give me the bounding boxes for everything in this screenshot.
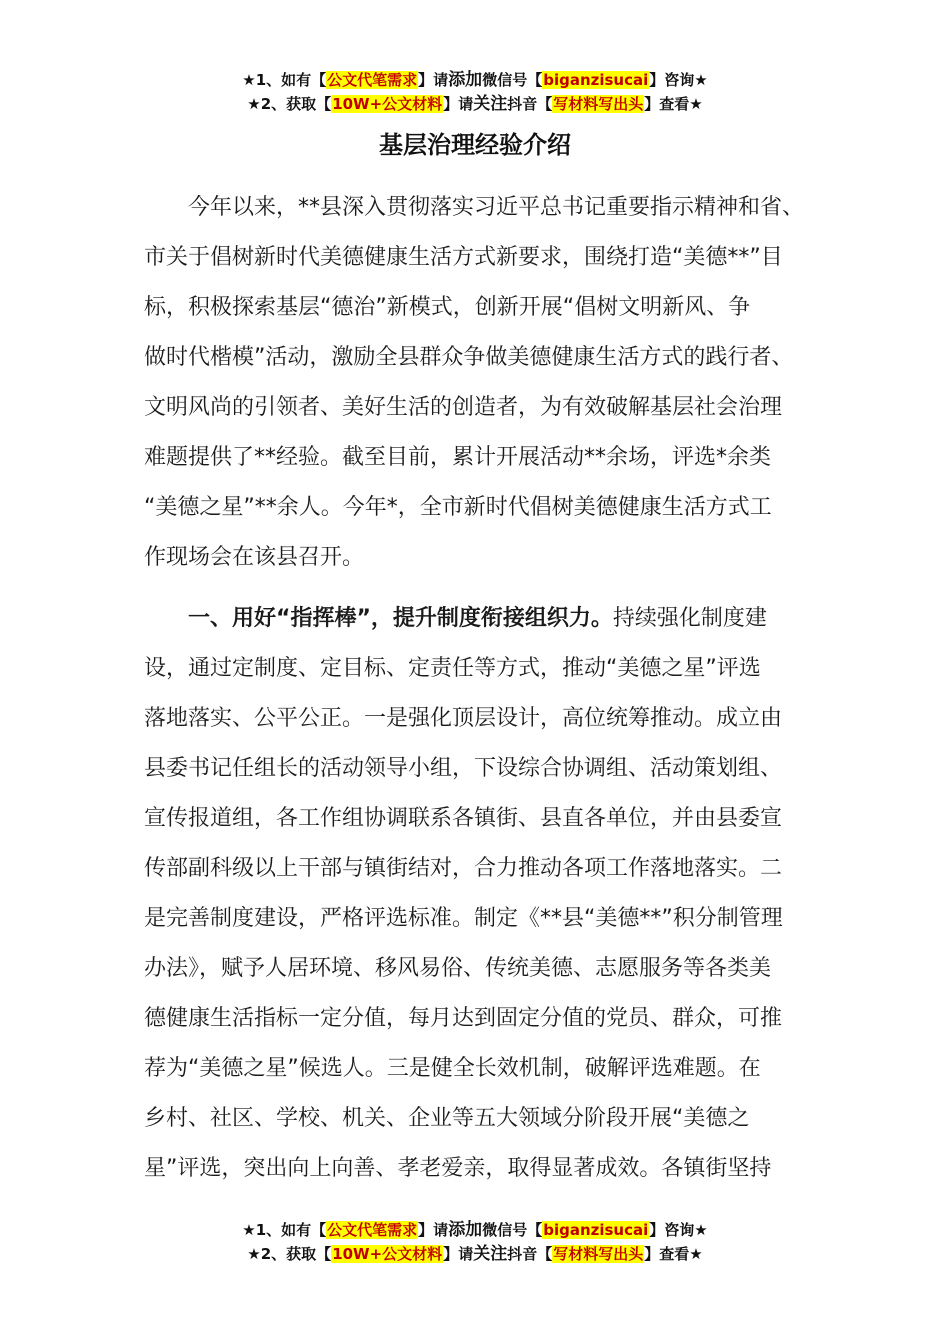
text-line: 做时代楷模”活动，激励全县群众争做美德健康生活方式的践行者、	[144, 345, 794, 370]
text-line: 落地落实、公平公正。一是强化顶层设计，高位统筹推动。成立由	[144, 706, 783, 731]
footer-banner	[0, 1218, 950, 1266]
banner-emphasis: 关注	[473, 94, 508, 114]
text-line: 市关于倡树新时代美德健康生活方式新要求，围绕打造“美德**”目	[144, 245, 783, 270]
banner-highlight: 10W+公文材料	[332, 95, 443, 113]
banner-emphasis: 添加	[448, 70, 483, 90]
banner-emphasis: 添加	[448, 1220, 483, 1240]
banner-text: 】查看★	[644, 95, 703, 113]
text-line: 作现场会在该县召开。	[144, 545, 365, 570]
banner-text: 】请	[418, 71, 449, 89]
banner-highlight: 10W+公文材料	[332, 1245, 443, 1263]
banner-emphasis: 关注	[473, 1244, 508, 1264]
text-line: 是完善制度建设，严格评选标准。制定《**县“美德**”积分制管理	[144, 906, 783, 931]
text-line	[144, 594, 824, 644]
banner-text: 微信号【	[482, 1221, 543, 1239]
paragraph-intro	[144, 183, 824, 583]
banner-text: 】咨询★	[649, 71, 708, 89]
banner-highlight: 公文代笔需求	[327, 71, 418, 89]
text-line: 难题提供了**经验。截至目前，累计开展活动**余场，评选*余类	[144, 445, 772, 470]
text-line: 县委书记任组长的活动领导小组，下设综合协调组、活动策划组、	[144, 756, 783, 781]
text-line: 文明风尚的引领者、美好生活的创造者，为有效破解基层社会治理	[144, 395, 783, 420]
banner-text: 】查看★	[644, 1245, 703, 1263]
banner-text: 】请	[418, 1221, 449, 1239]
banner-text: ★2、获取【	[247, 1245, 332, 1263]
banner-highlight: biganzisucai	[543, 71, 649, 89]
paragraph-section-1	[144, 594, 824, 1194]
banner-line-2	[0, 92, 950, 116]
header-banner	[0, 68, 950, 116]
banner-line-2	[0, 1242, 950, 1266]
banner-highlight: 公文代笔需求	[327, 1221, 418, 1239]
banner-text: ★1、如有【	[242, 1221, 327, 1239]
banner-text: 】请	[443, 95, 474, 113]
text-line: 德健康生活指标一定分值，每月达到固定分值的党员、群众，可推	[144, 1006, 783, 1031]
banner-text: 】请	[443, 1245, 474, 1263]
text-line: 荐为“美德之星”候选人。三是健全长效机制，破解评选难题。在	[144, 1056, 761, 1081]
section-heading: 一、用好“指挥棒”，提升制度衔接组织力。	[144, 606, 613, 631]
banner-text: 抖音【	[507, 1245, 553, 1263]
text-line: 办法》，赋予人居环境、移风易俗、传统美德、志愿服务等各类美	[144, 956, 772, 981]
banner-text: 抖音【	[507, 95, 553, 113]
text-line: 宣传报道组，各工作组协调联系各镇街、县直各单位，并由县委宣	[144, 806, 783, 831]
section-text: 持续强化制度建	[612, 606, 767, 631]
text-line: “美德之星”**余人。今年*，全市新时代倡树美德健康生活方式工	[144, 495, 772, 520]
banner-text: ★1、如有【	[242, 71, 327, 89]
text-line: 星”评选，突出向上向善、孝老爱亲，取得显著成效。各镇街坚持	[144, 1156, 772, 1181]
text-line: 标，积极探索基层“德治”新模式，创新开展“倡树文明新风、争	[144, 295, 751, 320]
text-line: 设，通过定制度、定目标、定责任等方式，推动“美德之星”评选	[144, 656, 761, 681]
banner-text: 微信号【	[482, 71, 543, 89]
text-line: 传部副科级以上干部与镇街结对，合力推动各项工作落地落实。二	[144, 856, 783, 881]
banner-highlight: 写材料写出头	[553, 1245, 644, 1263]
text-line: 乡村、社区、学校、机关、企业等五大领域分阶段开展“美德之	[144, 1106, 750, 1131]
text-line: 今年以来，**县深入贯彻落实习近平总书记重要指示精神和省、	[144, 195, 805, 220]
banner-line-1	[0, 68, 950, 92]
document-title: 基层治理经验介绍	[379, 131, 571, 159]
banner-highlight: biganzisucai	[543, 1221, 649, 1239]
banner-text: 】咨询★	[649, 1221, 708, 1239]
banner-line-1	[0, 1218, 950, 1242]
banner-text: ★2、获取【	[247, 95, 332, 113]
banner-highlight: 写材料写出头	[553, 95, 644, 113]
